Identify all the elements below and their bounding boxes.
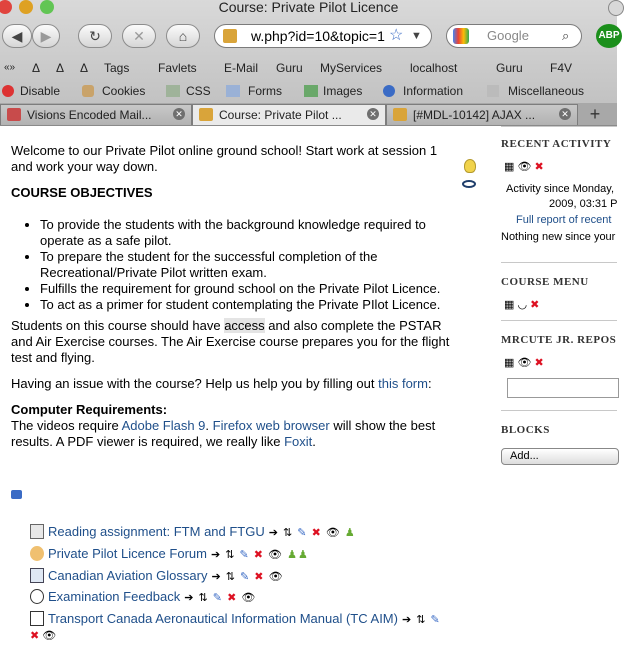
bookmark-guru-2[interactable]: Guru xyxy=(496,61,523,75)
devbar-images[interactable]: Images xyxy=(323,84,363,98)
lightbulb-icon[interactable] xyxy=(464,159,476,173)
bookmark-email[interactable]: E-Mail xyxy=(224,61,259,75)
issue-paragraph: Having an issue with the course? Help us help you by filling out this form: xyxy=(11,376,432,391)
navigation-toolbar xyxy=(0,18,620,56)
bookmark-myservices[interactable]: MyServices xyxy=(320,61,383,75)
cookies-icon xyxy=(82,85,94,97)
course-menu-title: COURSE MENU xyxy=(501,276,589,288)
adblock-icon[interactable]: ABP xyxy=(596,24,622,48)
search-bar[interactable] xyxy=(446,24,582,48)
objective-item: • To provide the students with the background knowledge required to operate as a safe pilot. xyxy=(40,217,451,249)
bookmark-guru[interactable]: Guru xyxy=(276,61,303,75)
bookmark-favlets[interactable]: Favlets xyxy=(158,61,197,75)
divider xyxy=(501,262,617,263)
activity-item[interactable] xyxy=(30,568,284,583)
repository-search-input[interactable] xyxy=(507,378,619,398)
bookmark-star-icon[interactable]: ☆ xyxy=(389,27,404,44)
minimize-window-button[interactable] xyxy=(19,0,33,14)
block-edit-icons[interactable] xyxy=(504,298,539,311)
delete-icon[interactable]: ✖ xyxy=(534,161,544,173)
objectives-heading: COURSE OBJECTIVES xyxy=(11,185,153,200)
window-title: Course: Private Pilot Licence xyxy=(218,0,399,15)
google-icon[interactable] xyxy=(453,28,469,44)
nothing-new: Nothing new since your xyxy=(501,231,616,243)
activity-item[interactable] xyxy=(30,611,441,626)
web-developer-toolbar xyxy=(0,80,617,102)
bookmark-f4v[interactable]: F4V xyxy=(550,61,573,75)
highlighted-word: access xyxy=(224,318,265,333)
assign-roles-icon[interactable]: ▦ xyxy=(504,299,515,311)
requirements-heading: Computer Requirements: xyxy=(11,402,168,417)
assign-roles-icon[interactable]: ▦ xyxy=(504,357,515,369)
devbar-cookies[interactable]: Cookies xyxy=(102,84,146,98)
divider xyxy=(501,320,617,321)
activity-link[interactable]: Transport Canada Aeronautical Information Manual (TC AIM) xyxy=(48,611,398,626)
zoom-right-button[interactable] xyxy=(608,0,624,16)
show-icon[interactable]: ◡ xyxy=(517,299,528,311)
mail-favicon xyxy=(7,108,21,121)
home-button[interactable]: ⌂ xyxy=(166,24,200,48)
assign-roles-icon[interactable]: ▦ xyxy=(504,161,515,173)
activity-edit-icons[interactable]: ➔ ⇅ ✎ ✖ 👁 xyxy=(184,592,257,604)
devbar-disable[interactable]: Disable xyxy=(20,84,61,98)
delete-icon[interactable]: ✖ xyxy=(30,630,40,642)
disable-icon xyxy=(2,85,14,97)
bookmarks-toolbar xyxy=(0,57,617,79)
bookmark-delta-1[interactable]: Δ xyxy=(32,61,41,75)
block-edit-icons[interactable] xyxy=(504,160,544,173)
book-icon xyxy=(30,524,44,539)
images-icon xyxy=(304,85,318,97)
page-content xyxy=(0,126,617,645)
new-tab-button[interactable]: + xyxy=(589,104,601,124)
activity-link[interactable]: Canadian Aviation Glossary xyxy=(48,568,208,583)
hide-icon[interactable]: 👁 xyxy=(517,161,532,173)
forms-icon xyxy=(226,85,240,97)
search-icon[interactable]: ⌕ xyxy=(562,28,570,43)
css-icon xyxy=(166,85,180,97)
block-edit-icons[interactable] xyxy=(504,356,544,369)
delete-icon[interactable]: ✖ xyxy=(530,299,540,311)
activity-edit-icons-wrap[interactable] xyxy=(30,629,56,642)
add-block-label: Add... xyxy=(510,450,539,462)
activity-link[interactable]: Private Pilot Licence Forum xyxy=(48,546,207,561)
delete-icon[interactable]: ✖ xyxy=(534,357,544,369)
close-icon[interactable]: ✕ xyxy=(367,108,379,120)
recent-activity-title: RECENT ACTIVITY xyxy=(501,138,612,150)
reload-button[interactable]: ↻ xyxy=(78,24,112,48)
tab-label: Course: Private Pilot ... xyxy=(219,108,342,122)
tracker-favicon xyxy=(393,108,407,121)
foxit-link[interactable]: Foxit xyxy=(284,434,313,449)
objective-item: • To prepare the student for the successful completion of the Recreational/Private Pilot written exam. xyxy=(40,249,451,281)
activity-link[interactable]: Examination Feedback xyxy=(48,589,181,604)
zoom-window-button[interactable] xyxy=(40,0,54,14)
bookmark-delta-2[interactable]: Δ xyxy=(56,61,65,75)
devbar-css[interactable]: CSS xyxy=(186,84,211,98)
activity-item[interactable] xyxy=(30,546,309,561)
information-icon xyxy=(383,85,395,97)
edit-summary-icon[interactable] xyxy=(11,490,22,499)
misc-icon xyxy=(487,85,499,97)
tab-visions-mail[interactable] xyxy=(0,104,192,125)
firefox-link[interactable]: Firefox web browser xyxy=(212,418,330,433)
tab-mdl-10142[interactable] xyxy=(386,104,578,125)
page-icon xyxy=(30,611,44,626)
devbar-information[interactable]: Information xyxy=(403,84,464,98)
url-bar[interactable] xyxy=(214,24,432,48)
glossary-icon xyxy=(30,568,44,583)
add-block-select[interactable] xyxy=(501,448,619,465)
bookmark-delta-3[interactable]: Δ xyxy=(80,61,89,75)
activity-item[interactable] xyxy=(30,524,356,539)
back-button[interactable]: ◀ xyxy=(2,24,32,48)
adobe-flash-link[interactable]: Adobe Flash 9 xyxy=(121,418,206,433)
requirements-paragraph: The videos require Adobe Flash 9. Firefox web browser will show the best results. A PDF viewer is required, we really like Foxit. xyxy=(11,418,436,449)
this-form-link[interactable]: this form xyxy=(378,376,428,391)
forum-icon xyxy=(30,546,44,561)
objectives-list xyxy=(11,217,451,313)
feedback-icon xyxy=(30,589,44,604)
activity-link[interactable]: Reading assignment: FTM and FTGU xyxy=(48,524,265,539)
full-report-link[interactable]: Full report of recent xyxy=(516,214,612,226)
site-favicon xyxy=(223,29,237,43)
access-paragraph: Students on this course should have access and also complete the PSTAR and Air Exercise courses. The Air Exercise course prepares you for the flight test and flying. xyxy=(11,318,450,365)
course-summary xyxy=(11,143,451,450)
bookmarks-overflow-icon[interactable]: «» xyxy=(4,62,16,73)
course-favicon xyxy=(199,108,213,121)
mrcute-title: MRCUTE JR. REPOS xyxy=(501,334,617,346)
browser-chrome xyxy=(0,0,620,126)
tab-bar xyxy=(0,103,617,125)
activity-edit-icons[interactable]: ➔ ⇅ ✎ ✖ 👁 ♟♟ xyxy=(210,549,309,561)
welcome-text: Welcome to our Private Pilot online ground school! Start work at session 1 and work your way down. xyxy=(11,143,438,174)
close-icon[interactable]: ✕ xyxy=(559,108,571,120)
divider xyxy=(501,126,617,127)
objective-item: • Fulfills the requirement for ground school on the Private Pilot Licence. xyxy=(40,281,451,297)
bookmark-localhost[interactable]: localhost xyxy=(410,61,458,75)
tab-label: [#MDL-10142] AJAX ... xyxy=(413,108,536,122)
search-placeholder: Google xyxy=(487,28,529,43)
blocks-title: BLOCKS xyxy=(501,424,550,436)
url-dropdown-icon[interactable]: ▼ xyxy=(411,30,422,42)
forward-button[interactable]: ▶ xyxy=(32,24,60,48)
url-text: w.php?id=10&topic=1 xyxy=(251,28,385,44)
eye-icon[interactable] xyxy=(462,180,476,188)
activity-item[interactable] xyxy=(30,589,256,604)
recent-date: 2009, 03:31 P xyxy=(549,198,618,210)
hide-icon[interactable]: 👁 xyxy=(42,630,57,642)
divider xyxy=(501,410,617,411)
close-icon[interactable]: ✕ xyxy=(173,108,185,120)
tab-label: Visions Encoded Mail... xyxy=(27,108,152,122)
activity-edit-icons[interactable]: ➔ ⇅ ✎ ✖ 👁 xyxy=(211,571,284,583)
devbar-forms[interactable]: Forms xyxy=(248,84,282,98)
hide-icon[interactable]: 👁 xyxy=(517,357,532,369)
activity-edit-icons[interactable]: ➔ ⇅ ✎ xyxy=(401,614,441,626)
stop-button[interactable]: ✕ xyxy=(122,24,156,48)
objective-item: • To act as a primer for student contemplating the Private PIlot Licence. xyxy=(40,297,451,313)
activity-edit-icons[interactable]: ➔ ⇅ ✎ ✖ 👁 ♟ xyxy=(268,527,356,539)
tab-course-private-pilot[interactable] xyxy=(192,104,386,125)
bookmark-tags[interactable]: Tags xyxy=(104,61,130,75)
devbar-miscellaneous[interactable]: Miscellaneous xyxy=(508,84,585,98)
recent-since: Activity since Monday, xyxy=(506,183,615,195)
